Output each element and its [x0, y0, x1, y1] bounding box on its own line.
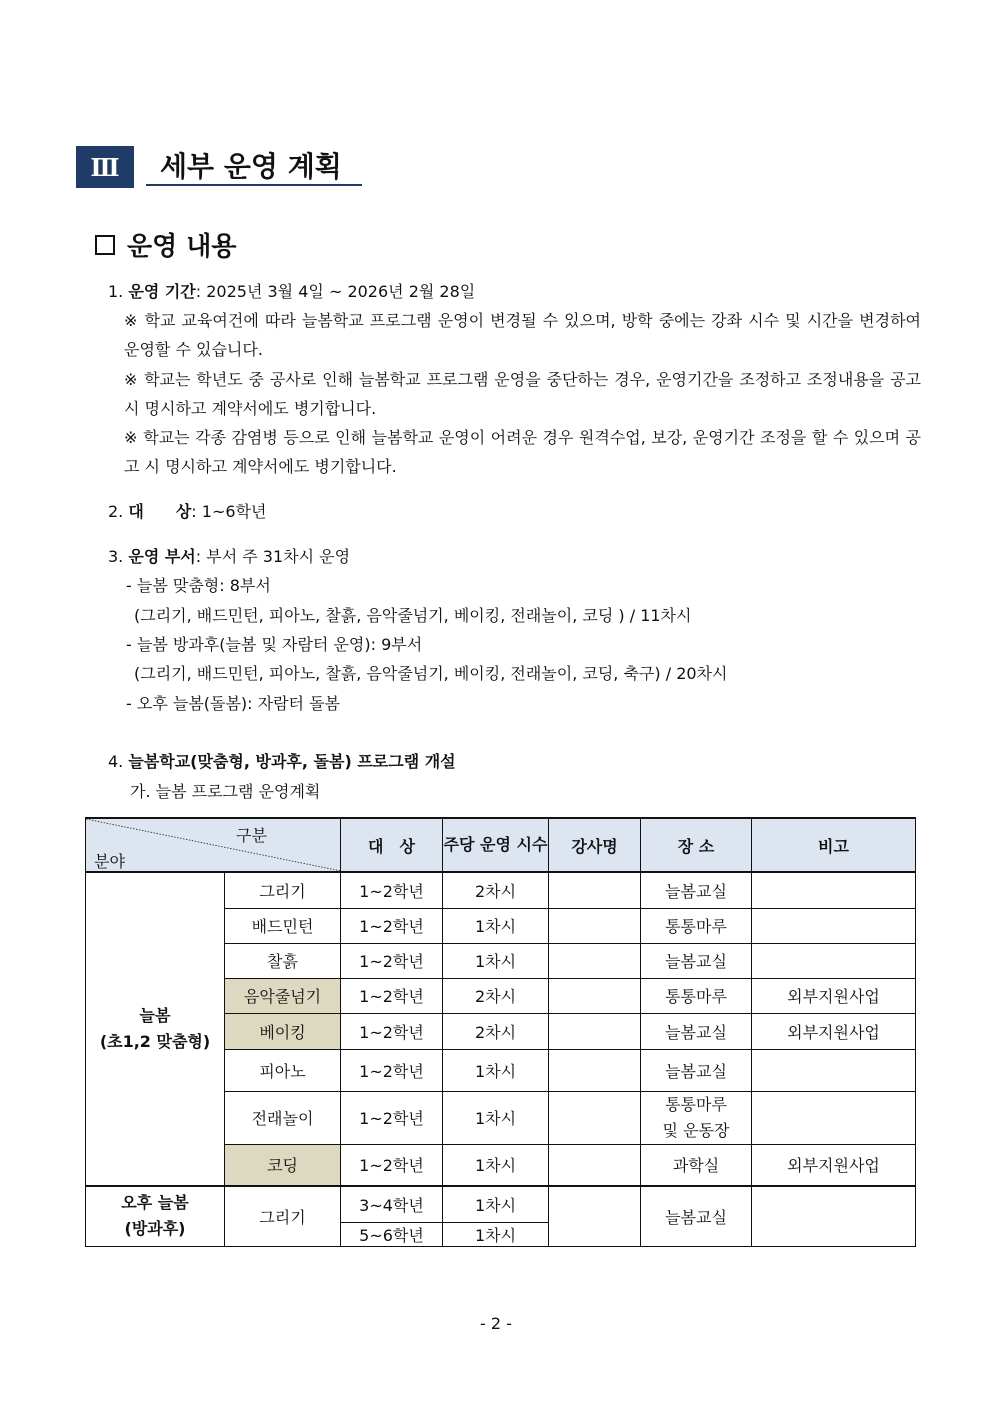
program-cell: 피아노 — [225, 1049, 341, 1091]
table-header-row — [86, 818, 916, 872]
item3-line-4: (그리기, 배드민턴, 피아노, 찰흙, 음악줄넘기, 베이킹, 전래놀이, 코딩, 축구) / 20차시 — [134, 664, 728, 683]
header-category: 구분 — [236, 826, 267, 845]
item4-heading: 늘봄학교(맞춤형, 방과후, 돌봄) 프로그램 개설 — [128, 752, 456, 771]
teacher-cell — [549, 943, 641, 978]
place-cell: 늘봄교실 — [641, 872, 752, 908]
item1-line — [108, 282, 475, 302]
place-cell: 늘봄교실 — [641, 1186, 752, 1246]
section-title: 세부 운영 계획 — [146, 146, 362, 186]
item4-line — [108, 752, 456, 772]
target-cell: 5~6학년 — [341, 1222, 443, 1246]
item1-number: 1. — [108, 282, 129, 301]
hours-cell: 1차시 — [443, 1144, 549, 1186]
program-cell: 베이킹 — [225, 1013, 341, 1049]
teacher-cell — [549, 1144, 641, 1186]
teacher-cell — [549, 1013, 641, 1049]
program-cell: 찰흙 — [225, 943, 341, 978]
teacher-cell — [549, 872, 641, 908]
header-note: 비고 — [752, 818, 916, 872]
item3-line-1: - 늘봄 맞춤형: 8부서 — [126, 576, 271, 595]
teacher-cell — [549, 1186, 641, 1246]
hours-cell: 2차시 — [443, 1013, 549, 1049]
place-cell: 통통마루 — [641, 908, 752, 943]
hours-cell: 1차시 — [443, 1049, 549, 1091]
item2-line — [108, 502, 266, 522]
item4-sub: 가. 늘봄 프로그램 운영계획 — [130, 782, 321, 801]
item3-number: 3. — [108, 547, 129, 566]
item1-note-3: ※ 학교는 각종 감염병 등으로 인해 늘봄학교 운영이 어려운 경우 원격수업, 보강, 운영기간 조정을 할 수 있으며 공고 시 명시하고 계약서에도 병기합니다. — [124, 428, 921, 476]
place-cell: 과학실 — [641, 1144, 752, 1186]
program-cell: 음악줄넘기 — [225, 978, 341, 1013]
target-cell: 1~2학년 — [341, 908, 443, 943]
place-cell: 늘봄교실 — [641, 943, 752, 978]
place-cell: 늘봄교실 — [641, 1013, 752, 1049]
program-cell: 그리기 — [225, 1186, 341, 1246]
item2-heading: 대 상 — [128, 502, 192, 521]
program-plan-table — [85, 817, 916, 1247]
item3-heading: 운영 부서 — [128, 547, 196, 566]
note-cell — [752, 1049, 916, 1091]
hours-cell: 2차시 — [443, 872, 549, 908]
hours-cell: 1차시 — [443, 1186, 549, 1222]
program-cell: 그리기 — [225, 872, 341, 908]
subsection-title: 운영 내용 — [127, 232, 237, 262]
header-field: 분야 — [94, 852, 125, 871]
note-cell: 외부지원사업 — [752, 1013, 916, 1049]
note-cell: 외부지원사업 — [752, 978, 916, 1013]
program-cell: 배드민턴 — [225, 908, 341, 943]
table-row — [86, 1186, 916, 1222]
teacher-cell — [549, 1091, 641, 1144]
group1-label-cell — [86, 872, 225, 1186]
section-number: Ⅲ — [76, 146, 134, 188]
hours-cell: 1차시 — [443, 1222, 549, 1246]
note-cell — [752, 1186, 916, 1246]
place-cell: 늘봄교실 — [641, 1049, 752, 1091]
group2-label-cell — [86, 1186, 225, 1246]
item2-value: : 1~6학년 — [191, 502, 267, 521]
item3-value: : 부서 주 31차시 운영 — [195, 547, 351, 566]
target-cell: 1~2학년 — [341, 1013, 443, 1049]
item1-value: : 2025년 3월 4일 ~ 2026년 2월 28일 — [195, 282, 476, 301]
checkbox-square-icon — [95, 235, 115, 255]
teacher-cell — [549, 1049, 641, 1091]
item2-number: 2. — [108, 502, 129, 521]
target-cell: 1~2학년 — [341, 1091, 443, 1144]
header-diagonal-cell — [86, 818, 341, 872]
item3-line-2: (그리기, 배드민턴, 피아노, 찰흙, 음악줄넘기, 베이킹, 전래놀이, 코딩 ) / 11차시 — [134, 606, 692, 625]
target-cell: 3~4학년 — [341, 1186, 443, 1222]
item4-number: 4. — [108, 752, 129, 771]
note-cell: 외부지원사업 — [752, 1144, 916, 1186]
hours-cell: 1차시 — [443, 908, 549, 943]
place-cell: 통통마루 — [641, 978, 752, 1013]
group1-name: 늘봄 — [139, 1006, 171, 1025]
program-cell: 전래놀이 — [225, 1091, 341, 1144]
header-place: 장 소 — [641, 818, 752, 872]
hours-cell: 2차시 — [443, 978, 549, 1013]
target-cell: 1~2학년 — [341, 943, 443, 978]
place-cell: 통통마루 및 운동장 — [641, 1091, 752, 1144]
subsection-heading — [95, 226, 237, 263]
item1-note-1: ※ 학교 교육여건에 따라 늘봄학교 프로그램 운영이 변경될 수 있으며, 방학 중에는 강좌 시수 및 시간을 변경하여 운영할 수 있습니다. — [124, 311, 921, 359]
group2-name: 오후 늘봄 — [121, 1193, 189, 1213]
target-cell: 1~2학년 — [341, 1144, 443, 1186]
target-cell: 1~2학년 — [341, 872, 443, 908]
target-cell: 1~2학년 — [341, 1049, 443, 1091]
note-cell — [752, 908, 916, 943]
table-row — [86, 872, 916, 908]
header-target: 대 상 — [341, 818, 443, 872]
header-teacher: 강사명 — [549, 818, 641, 872]
item1-heading: 운영 기간 — [128, 282, 196, 301]
item1-note-2: ※ 학교는 학년도 중 공사로 인해 늘봄학교 프로그램 운영을 중단하는 경우, 운영기간을 조정하고 조정내용을 공고 시 명시하고 계약서에도 병기합니다. — [124, 370, 921, 418]
item3-line-5: - 오후 늘봄(돌봄): 자람터 돌봄 — [126, 694, 341, 713]
hours-cell: 1차시 — [443, 1091, 549, 1144]
program-cell: 코딩 — [225, 1144, 341, 1186]
teacher-cell — [549, 908, 641, 943]
item3-line — [108, 547, 350, 567]
header-weekly-hours: 주당 운영 시수 — [443, 818, 549, 872]
group1-sub: (초1,2 맞춤형) — [99, 1032, 211, 1051]
hours-cell: 1차시 — [443, 943, 549, 978]
note-cell — [752, 1091, 916, 1144]
note-cell — [752, 943, 916, 978]
target-cell: 1~2학년 — [341, 978, 443, 1013]
group2-sub: (방과후) — [124, 1219, 186, 1239]
page-number: - 2 - — [480, 1314, 512, 1333]
note-cell — [752, 872, 916, 908]
item3-line-3: - 늘봄 방과후(늘봄 및 자람터 운영): 9부서 — [126, 635, 423, 654]
teacher-cell — [549, 978, 641, 1013]
